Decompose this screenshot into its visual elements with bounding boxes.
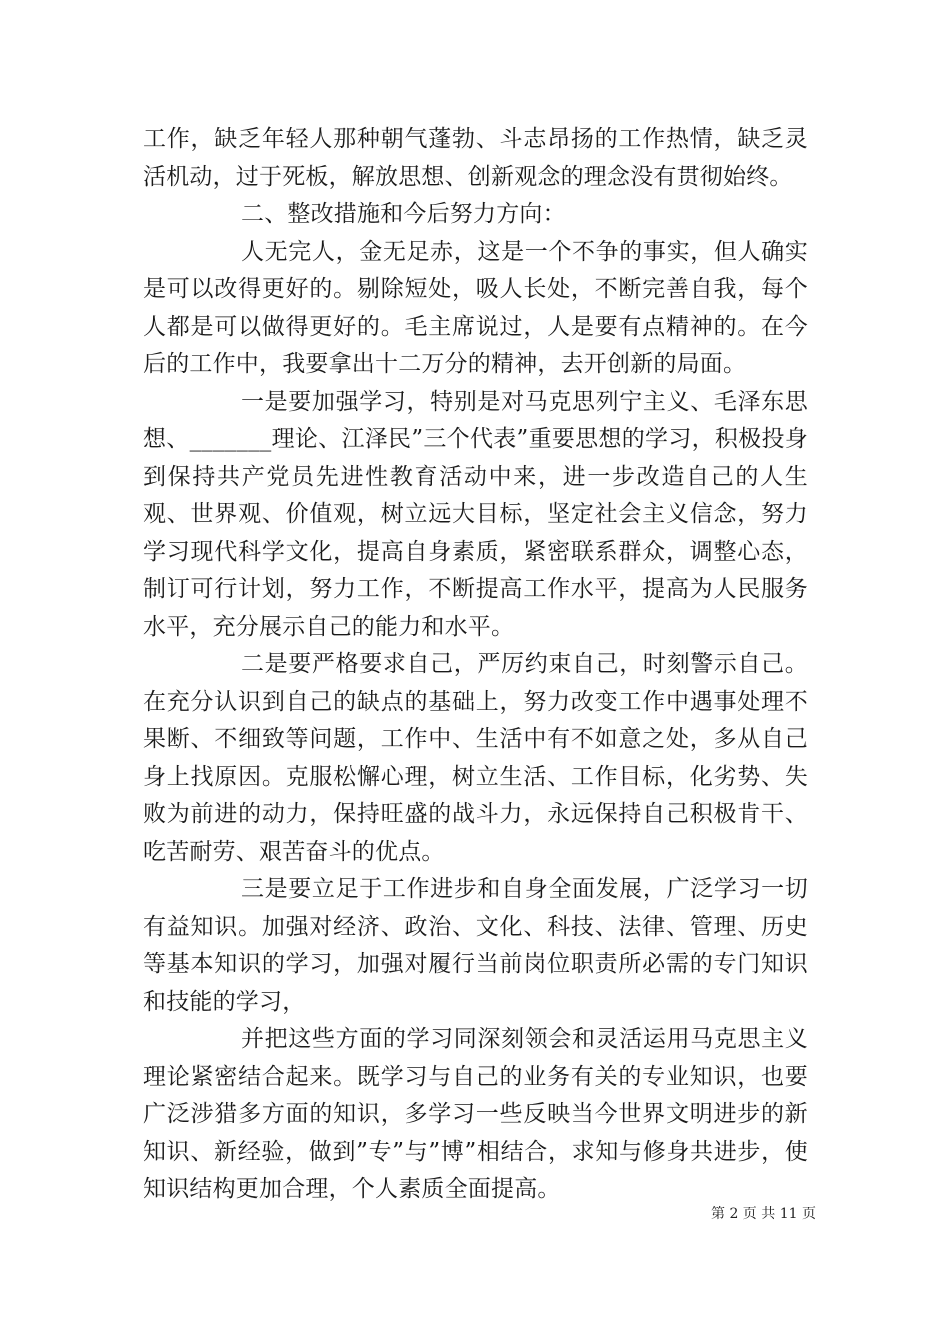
section-heading: 二、整改措施和今后努力方向： — [241, 201, 566, 227]
paragraph-point-two: 二是要严格要求自己，严厉约束自己，时刻警示自己。在充分认识到自己的缺点的基础上，努力改变工作中遇事处理不果断、不细致等问题，工作中、生活中有不如意之处，多从自己身上找原因。克服松懈心理，树立生活、工作目标，化劣势、失败为前进的动力，保持旺盛的战斗力，永远保持自己积极肯干、吃苦耐劳、艰苦奋斗的优点。 — [143, 651, 808, 865]
paragraph-point-one: 一是要加强学习，特别是对马克思列宁主义、毛泽东思想、_______理论、江泽民”三个代表”重要思想的学习，积极投身到保持共产党员先进性教育活动中来，进一步改造自己的人生观、世界观、价值观，树立远大目标，坚定社会主义信念，努力学习现代科学文化，提高自身素质，紧密联系群众，调整心态，制订可行计划，努力工作，不断提高工作水平，提高为人民服务水平，充分展示自己的能力和水平。 — [143, 388, 808, 640]
paragraph-point-three: 三是要立足于工作进步和自身全面发展，广泛学习一切有益知识。加强对经济、政治、文化、科技、法律、管理、历史等基本知识的学习，加强对履行当前岗位职责所必需的专门知识和技能的学习， — [143, 876, 808, 1015]
paragraph-continuation: 工作，缺乏年轻人那种朝气蓬勃、斗志昂扬的工作热情，缺乏灵活机动，过于死板，解放思想、创新观念的理念没有贯彻始终。 — [143, 126, 808, 190]
paragraph-intro: 人无完人，金无足赤，这是一个不争的事实，但人确实是可以改得更好的。剔除短处，吸人长处，不断完善自我，每个人都是可以做得更好的。毛主席说过，人是要有点精神的。在今后的工作中，我要拿出十二万分的精神，去开创新的局面。 — [143, 238, 808, 377]
paragraph-point-three-cont: 并把这些方面的学习同深刻领会和灵活运用马克思主义理论紧密结合起来。既学习与自己的业务有关的专业知识，也要广泛涉猎多方面的知识，多学习一些反映当今世界文明进步的新知识、新经验，做到”专”与”博”相结合，求知与修身共进步，使知识结构更加合理，个人素质全面提高。 — [143, 1026, 808, 1202]
document-body — [143, 121, 808, 1209]
page-number-footer: 第 2 页 共 11 页 — [711, 1206, 816, 1222]
